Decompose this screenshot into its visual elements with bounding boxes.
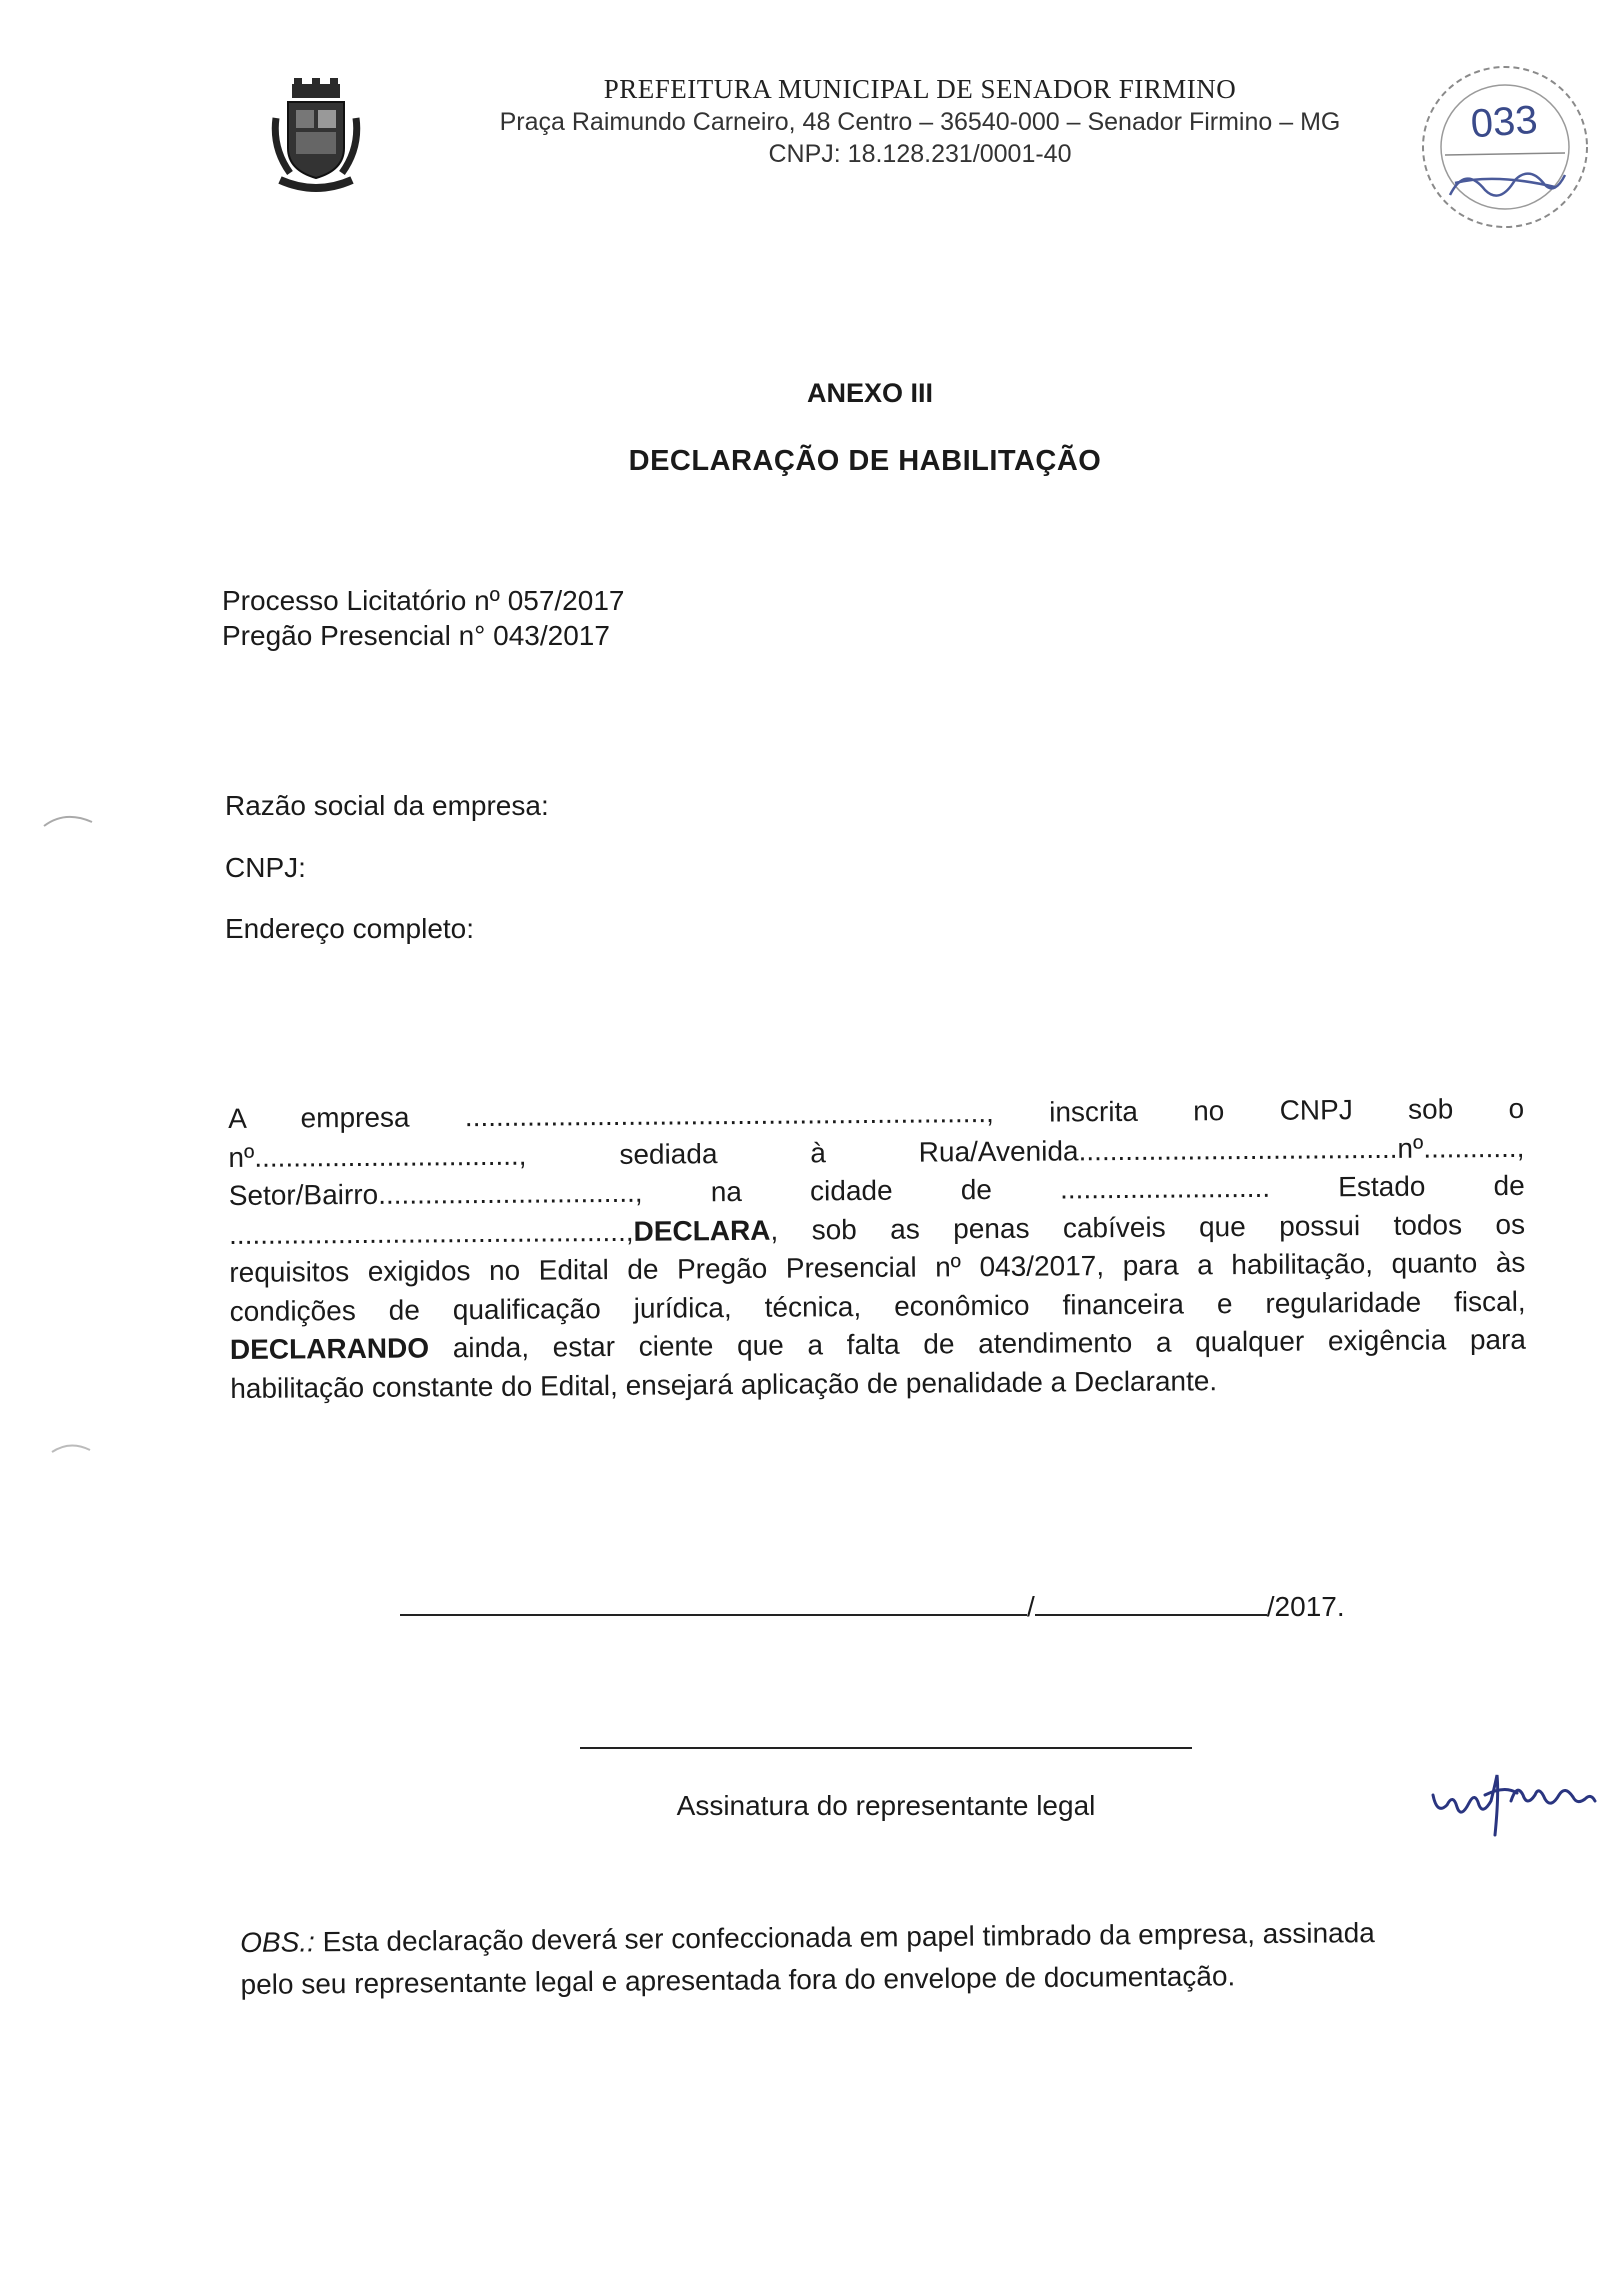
declaration-fragment: , sob as penas cabíveis que possui todos os (770, 1208, 1526, 1246)
annex-heading: ANEXO III (806, 378, 934, 408)
declara-keyword: DECLARA (633, 1214, 771, 1247)
field-endereco: Endereço completo: (225, 913, 475, 944)
letterhead-cnpj: CNPJ: 18.128.231/0001-40 (768, 140, 1072, 168)
letterhead-address: Praça Raimundo Carneiro, 48 Centro – 36540-000 – Senador Firmino – MG (499, 108, 1341, 136)
date-blank-day[interactable] (400, 1588, 1027, 1616)
pregao-number: Pregão Presencial n° 043/2017 (222, 620, 610, 651)
date-blank-month[interactable] (1035, 1588, 1267, 1616)
municipal-crest-icon (270, 78, 362, 193)
declaration-line: nº.................................., sediada à Rua/Avenida.........................................nº............, (228, 1131, 1525, 1173)
margin-mark-icon (48, 1438, 98, 1458)
date-line (400, 1588, 1345, 1623)
declaration-line: habilitação constante do Edital, ensejará aplicação de penalidade a Declarante. (230, 1364, 1218, 1404)
signature-line[interactable] (580, 1747, 1192, 1749)
declaration-line: requisitos exigidos no Edital de Pregão Presencial nº 043/2017, para a habilitação, quanto às (229, 1246, 1526, 1288)
obs-text-line2: pelo seu representante legal e apresentada fora do envelope de documentação. (240, 1960, 1236, 2000)
declarando-keyword: DECLARANDO (229, 1332, 430, 1365)
margin-mark-icon (40, 810, 100, 830)
obs-text: Esta declaração deverá ser confeccionada em papel timbrado da empresa, assinada (314, 1917, 1375, 1958)
field-razao-social: Razão social da empresa: (225, 790, 549, 821)
obs-label: OBS.: (240, 1926, 316, 1958)
page-stamp (1405, 55, 1595, 240)
letterhead-title: PREFEITURA MUNICIPAL DE SENADOR FIRMINO (603, 74, 1237, 104)
date-year: /2017. (1266, 1591, 1345, 1622)
observation-note (240, 1911, 1531, 2006)
declaration-text (228, 1090, 1526, 1408)
declaration-line: A empresa ..................................................................., inscrita no CNPJ sob o (228, 1092, 1525, 1134)
handwritten-rubric (1425, 1755, 1600, 1840)
stamp-number: 033 (1469, 97, 1539, 147)
date-separator: / (1027, 1591, 1035, 1622)
dotted-fill: ..................................................., (228, 1215, 634, 1250)
declaration-line: condições de qualificação jurídica, técnica, econômico financeira e regularidade fiscal, (229, 1285, 1526, 1327)
field-cnpj: CNPJ: (225, 852, 306, 883)
declaration-title: DECLARAÇÃO DE HABILITAÇÃO (628, 445, 1102, 477)
process-number: Processo Licitatório nº 057/2017 (222, 585, 625, 616)
signature-label: Assinatura do representante legal (676, 1790, 1096, 1821)
declaration-line: Setor/Bairro................................., na cidade de ........................... Estado de (228, 1169, 1525, 1211)
declaration-fragment: ainda, estar ciente que a falta de atendimento a qualquer exigência para (428, 1323, 1527, 1364)
